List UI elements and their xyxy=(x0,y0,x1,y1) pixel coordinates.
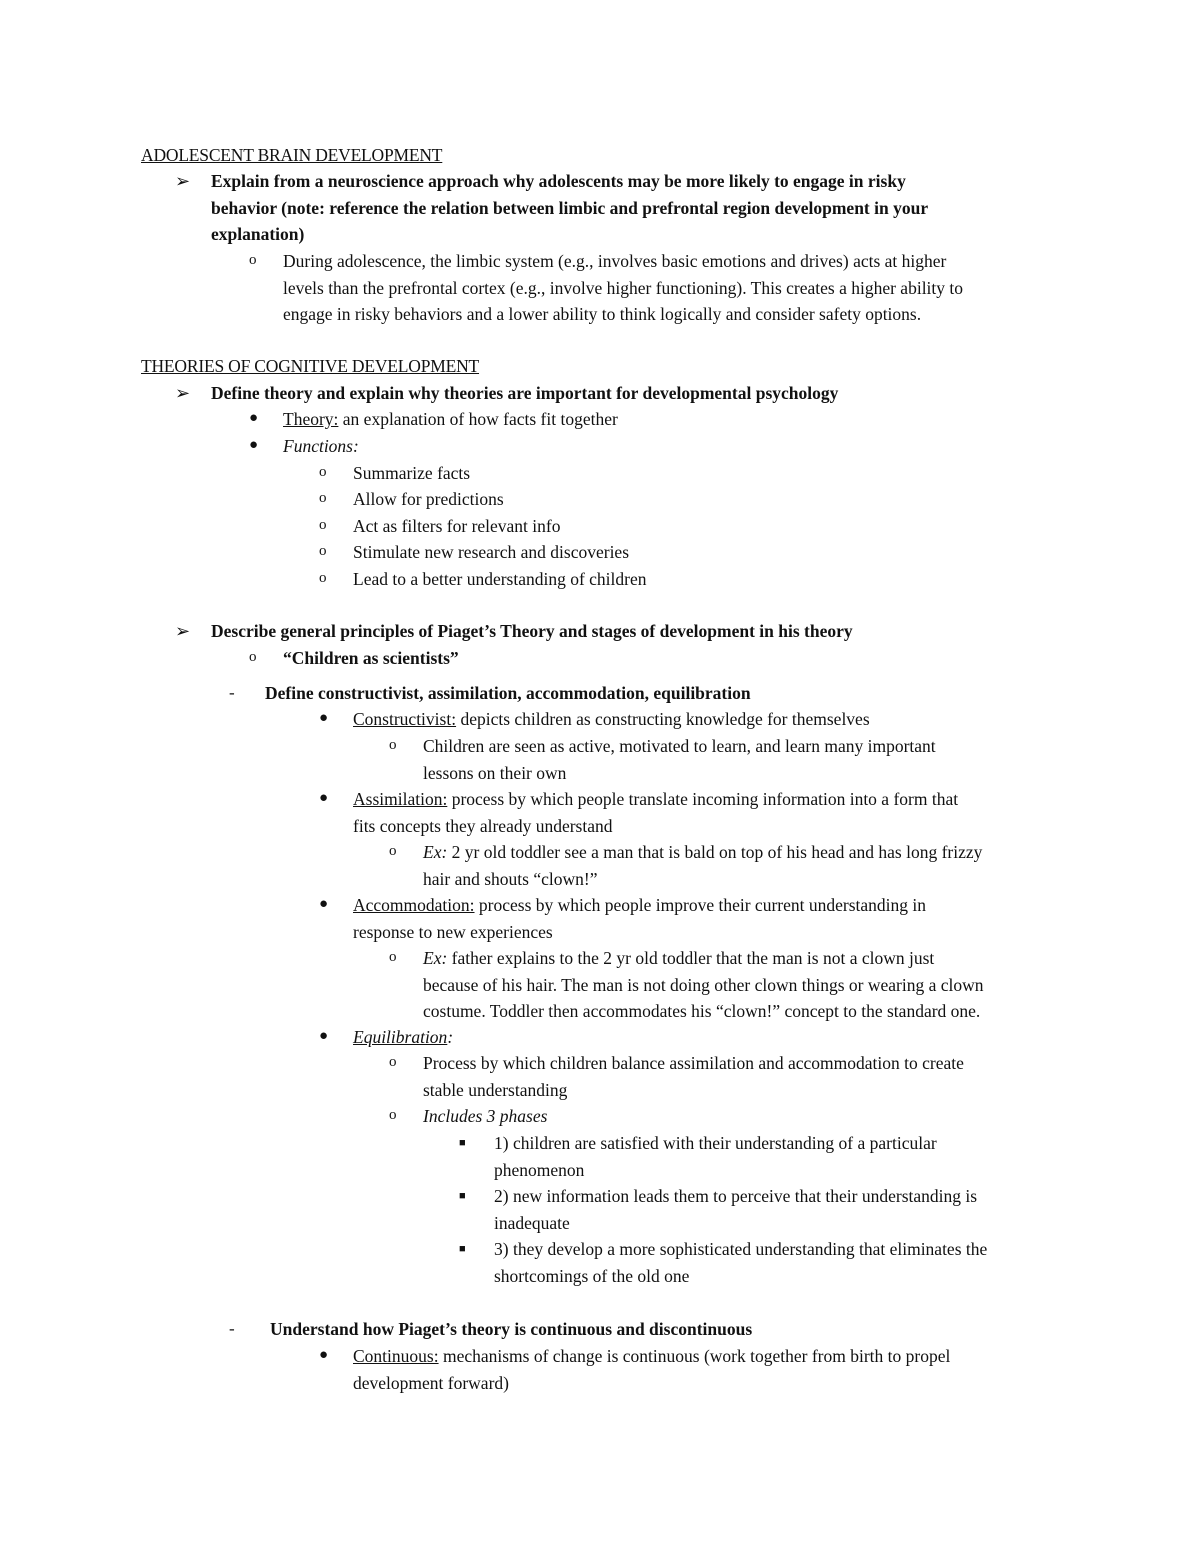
square-bullet-icon: ■ xyxy=(459,1243,466,1255)
functions-label xyxy=(249,433,359,460)
phase-line: inadequate xyxy=(494,1212,570,1233)
detail-line: lessons on their own xyxy=(423,762,567,783)
bullet-dot-icon: ● xyxy=(249,410,259,426)
dash-bullet-icon: - xyxy=(229,1319,235,1338)
term-label: Theory: xyxy=(283,409,339,429)
list-item xyxy=(319,566,647,593)
answer-limbic-system xyxy=(249,248,1103,328)
phase-item xyxy=(459,1130,1094,1183)
term-label: Functions: xyxy=(283,436,359,456)
phase-line: 1) children are satisfied with their understanding of a particular xyxy=(494,1133,937,1153)
section-heading-cognitive-development: THEORIES OF COGNITIVE DEVELOPMENT xyxy=(141,356,480,376)
term-label: Assimilation: xyxy=(353,789,448,809)
question-line: Explain from a neuroscience approach why adolescents may be more likely to engage in risky xyxy=(211,171,906,191)
define-terms-heading xyxy=(229,680,751,707)
definition-text: depicts children as constructing knowledge for themselves xyxy=(456,709,870,729)
children-as-scientists xyxy=(249,645,459,672)
function-text: Stimulate new research and discoveries xyxy=(353,542,630,562)
answer-line: During adolescence, the limbic system (e.g., involves basic emotions and drives) acts at higher xyxy=(283,251,947,271)
example-label: Ex: xyxy=(423,948,448,968)
phase-item xyxy=(459,1183,1094,1236)
circle-bullet-icon: o xyxy=(389,1107,397,1123)
constructivist-definition xyxy=(319,706,870,733)
bullet-dot-icon: ● xyxy=(319,710,329,726)
circle-bullet-icon: o xyxy=(389,949,397,965)
phase-line: phenomenon xyxy=(494,1159,585,1180)
definition-text: process by which people improve their current understanding in xyxy=(474,895,926,915)
bullet-dot-icon: ● xyxy=(319,896,329,912)
circle-bullet-icon: o xyxy=(319,464,327,480)
bullet-dot-icon: ● xyxy=(319,1347,329,1363)
example-text: because of his hair. The man is not doing other clown things or wearing a clown xyxy=(423,974,984,995)
question-line: behavior (note: reference the relation between limbic and prefrontal region development in your xyxy=(211,197,929,218)
circle-bullet-icon: o xyxy=(389,843,397,859)
list-item xyxy=(319,486,504,513)
example-label: Ex: xyxy=(423,842,448,862)
bullet-dot-icon: ● xyxy=(319,1028,329,1044)
term-label: Continuous: xyxy=(353,1346,439,1366)
answer-line: engage in risky behaviors and a lower ability to think logically and consider safety options. xyxy=(283,304,922,324)
list-item xyxy=(319,539,630,566)
continuous-definition xyxy=(319,1343,1073,1396)
function-text: Act as filters for relevant info xyxy=(353,516,561,536)
detail-line: Includes 3 phases xyxy=(423,1106,548,1126)
answer-line: levels than the prefrontal cortex (e.g., involve higher functioning). This creates a higher ability to xyxy=(283,277,964,298)
accommodation-definition xyxy=(319,892,1073,945)
circle-bullet-icon: o xyxy=(389,737,397,753)
phase-line: 3) they develop a more sophisticated understanding that eliminates the xyxy=(494,1239,988,1259)
definition-text: mechanisms of change is continuous (work together from birth to propel xyxy=(438,1346,951,1366)
term-label: Constructivist: xyxy=(353,709,457,729)
function-text: Lead to a better understanding of children xyxy=(353,569,647,589)
circle-bullet-icon: o xyxy=(319,490,327,506)
definition-text: fits concepts they already understand xyxy=(353,815,613,836)
assimilation-example xyxy=(389,839,1103,892)
dash-bullet-icon: - xyxy=(229,683,235,702)
question-line: explanation) xyxy=(211,224,305,244)
list-item xyxy=(319,460,471,487)
term-label: Accommodation: xyxy=(353,895,475,915)
arrow-bullet-icon: ➢ xyxy=(175,383,191,403)
equilibration-process xyxy=(389,1050,1103,1103)
theory-definition xyxy=(249,406,618,433)
subheading-text: “Children as scientists” xyxy=(283,648,459,668)
square-bullet-icon: ■ xyxy=(459,1190,466,1202)
bullet-dot-icon: ● xyxy=(249,437,259,453)
circle-bullet-icon: o xyxy=(319,517,327,533)
term-label: Equilibration xyxy=(353,1027,448,1047)
bullet-dot-icon: ● xyxy=(319,790,329,806)
definition-text: development forward) xyxy=(353,1372,509,1393)
equilibration-phases-label xyxy=(389,1103,548,1130)
example-text: father explains to the 2 yr old toddler that the man is not a clown just xyxy=(447,948,935,968)
example-text: hair and shouts “clown!” xyxy=(423,868,598,889)
equilibration-definition xyxy=(319,1024,454,1051)
accommodation-example xyxy=(389,945,1113,1025)
question-line: Define theory and explain why theories are important for developmental psychology xyxy=(211,383,839,403)
list-item xyxy=(319,513,561,540)
assimilation-definition xyxy=(319,786,1073,839)
detail-line: Process by which children balance assimilation and accommodation to create xyxy=(423,1053,964,1073)
subheading-text: Understand how Piaget’s theory is continuous and discontinuous xyxy=(270,1319,753,1339)
phase-item xyxy=(459,1236,1094,1289)
question-line: Describe general principles of Piaget’s Theory and stages of development in his theory xyxy=(211,621,853,641)
square-bullet-icon: ■ xyxy=(459,1137,466,1149)
circle-bullet-icon: o xyxy=(249,649,257,665)
term-colon: : xyxy=(447,1027,454,1047)
detail-line: stable understanding xyxy=(423,1079,568,1100)
circle-bullet-icon: o xyxy=(319,570,327,586)
definition-text: process by which people translate incoming information into a form that xyxy=(447,789,959,809)
function-text: Summarize facts xyxy=(353,463,471,483)
phase-line: 2) new information leads them to perceive that their understanding is xyxy=(494,1186,978,1206)
circle-bullet-icon: o xyxy=(389,1054,397,1070)
phase-line: shortcomings of the old one xyxy=(494,1265,690,1286)
subheading-text: Define constructivist, assimilation, accommodation, equilibration xyxy=(265,683,751,703)
section-heading-adolescent-brain: ADOLESCENT BRAIN DEVELOPMENT xyxy=(141,145,443,165)
arrow-bullet-icon: ➢ xyxy=(175,621,191,641)
function-text: Allow for predictions xyxy=(353,489,504,509)
continuity-heading xyxy=(229,1316,753,1343)
circle-bullet-icon: o xyxy=(319,543,327,559)
arrow-bullet-icon: ➢ xyxy=(175,171,191,191)
question-risky-behavior xyxy=(175,168,1091,248)
example-text: 2 yr old toddler see a man that is bald on top of his head and has long frizzy xyxy=(447,842,983,862)
constructivist-detail xyxy=(389,733,1103,786)
detail-line: Children are seen as active, motivated to learn, and learn many important xyxy=(423,736,936,756)
example-text: costume. Toddler then accommodates his “clown!” concept to the standard one. xyxy=(423,1001,981,1021)
definition-text: an explanation of how facts fit together xyxy=(338,409,618,429)
definition-text: response to new experiences xyxy=(353,921,553,942)
circle-bullet-icon: o xyxy=(249,252,257,268)
question-define-theory xyxy=(175,380,1091,407)
question-piaget-principles xyxy=(175,618,1091,645)
